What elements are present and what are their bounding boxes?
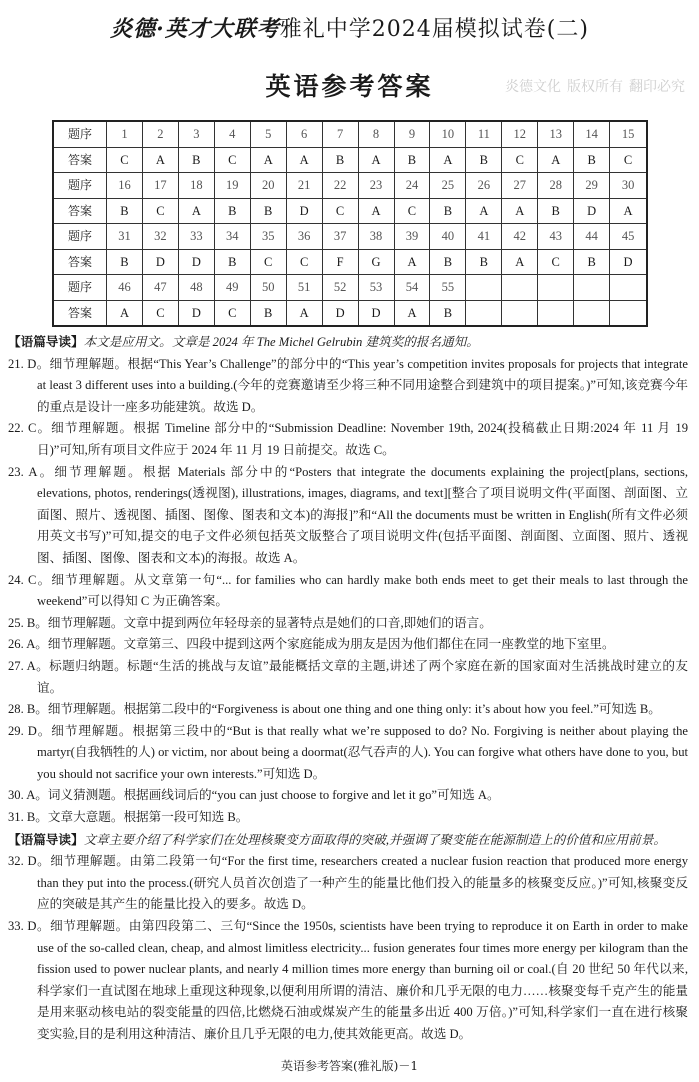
answer-cell: A	[286, 300, 322, 326]
question-number-cell: 9	[394, 121, 430, 147]
answer-explanation: 30. A。词义猜测题。根据画线词后的“you can just choose to forgive and let it go”可知选 A。	[8, 788, 500, 803]
answer-cell: C	[107, 147, 143, 173]
intro-tag: 【语篇导读】	[8, 334, 84, 349]
question-number-cell: 47	[142, 275, 178, 301]
answer-explanation: 21. D。细节理解题。根据“This Year’s Challenge”的部分中的“This year’s competition invites proposals for projects that integrate at least 3 different uses into a building.(今年的竞赛邀请至少将三种不同用途整合到建筑中的项目提案。)”可知,该竞赛今年的重点是设计一座多功能建筑。故选 D。	[8, 356, 688, 414]
question-number-cell: 50	[250, 275, 286, 301]
answer-cell: C	[142, 198, 178, 224]
question-number-row	[53, 173, 647, 199]
answer-table	[52, 120, 648, 327]
page-title: 英语参考答案	[265, 72, 434, 101]
answer-cell: A	[394, 300, 430, 326]
answer-cell: C	[322, 198, 358, 224]
question-number-cell: 15	[610, 121, 647, 147]
question-number-cell: 48	[178, 275, 214, 301]
intro-text: 本文是应用文。文章是 2024 年 The Michel Gelrubin 建筑奖的报名通知。	[83, 335, 479, 349]
question-number-cell: 11	[466, 121, 502, 147]
answer-cell: A	[538, 147, 574, 173]
question-number-cell: 38	[358, 224, 394, 250]
question-number-cell: 24	[394, 173, 430, 199]
answer-cell: D	[178, 249, 214, 275]
question-number-cell: 35	[250, 224, 286, 250]
answer-cell: A	[250, 147, 286, 173]
answer-cell: C	[142, 300, 178, 326]
question-number-cell: 12	[502, 121, 538, 147]
answer-cell: A	[610, 198, 647, 224]
question-number-cell: 55	[430, 275, 466, 301]
question-number-cell: 37	[322, 224, 358, 250]
watermark-line: 版权所有	[567, 79, 623, 95]
question-number-cell: 6	[286, 121, 322, 147]
answer-explanation: 26. A。细节理解题。文章第三、四段中提到这两个家庭能成为朋友是因为他们都住在同一座教堂的地下室里。	[8, 637, 615, 652]
question-number-row	[53, 121, 647, 147]
answer-cell: B	[574, 147, 610, 173]
answer-cell	[538, 300, 574, 326]
answer-row	[53, 249, 647, 275]
question-number-cell	[538, 275, 574, 301]
passage-intro	[8, 331, 688, 354]
passage-intro	[8, 829, 688, 852]
answer-cell: A	[394, 249, 430, 275]
question-number-cell: 49	[214, 275, 250, 301]
question-number-cell: 40	[430, 224, 466, 250]
answer-cell: C	[610, 147, 647, 173]
row-label: 题序	[53, 275, 107, 301]
question-number-cell: 28	[538, 173, 574, 199]
answer-explanation: 28. B。细节理解题。根据第二段中的“Forgiveness is about one thing and one thing only: it’s about how you feel.”可知选 B。	[8, 702, 661, 717]
row-label: 题序	[53, 224, 107, 250]
answer-explanation: 33. D。细节理解题。由第四段第二、三句“Since the 1950s, scientists have been trying to reproduce it on Earth in order to make use of the so-called clean, cheap, and almost limitless electricity... fusion generates four times more energy per kilogram than the fission used to power nuclear plants, and nearly 4 million times more energy than burning oil or coal.(自 20 世纪 50 年代以来,科学家们一直试图在地球上重现这种现象,以便利用所谓的清洁、廉价和几乎无限的电力……核聚变每千克产生的能量是用来驱动核电站的裂变能量的四倍,比燃烧石油或煤炭产生的能量多出近 400 万倍。)”可知,科学家们一直在进行核聚变实验,目的是利用这种清洁、廉价且几乎无限的电力,使其效能更高。故选 D。	[8, 919, 688, 1041]
question-number-cell: 5	[250, 121, 286, 147]
question-number-cell: 1	[107, 121, 143, 147]
answer-explanation: 32. D。细节理解题。由第二段第一句“For the first time, researchers created a nuclear fusion reaction that produced more energy than they put into the process.(研究人员首次创造了一种产生的能量比他们投入的能量多的核聚变反应。)”可知,核聚变反应的突破是其产生的能量比投入的要多。故选 D。	[8, 854, 688, 912]
question-number-cell: 33	[178, 224, 214, 250]
answer-cell: D	[286, 198, 322, 224]
question-number-cell: 20	[250, 173, 286, 199]
answer-cell: D	[610, 249, 647, 275]
row-label: 答案	[53, 198, 107, 224]
answer-cell	[466, 300, 502, 326]
question-number-cell: 2	[142, 121, 178, 147]
row-label: 答案	[53, 249, 107, 275]
question-number-cell	[574, 275, 610, 301]
intro-tag: 【语篇导读】	[8, 831, 84, 847]
exam-name: 雅礼中学2024届模拟试卷(二)	[279, 17, 589, 42]
answer-cell: D	[142, 249, 178, 275]
question-number-cell: 18	[178, 173, 214, 199]
answer-cell	[502, 300, 538, 326]
row-label: 题序	[53, 173, 107, 199]
answer-cell: A	[358, 198, 394, 224]
answer-cell: C	[538, 249, 574, 275]
question-number-cell: 21	[286, 173, 322, 199]
question-number-cell: 8	[358, 121, 394, 147]
question-number-cell: 46	[107, 275, 143, 301]
answer-cell: A	[358, 147, 394, 173]
question-number-cell: 29	[574, 173, 610, 199]
row-label: 题序	[53, 121, 107, 147]
answer-cell: C	[250, 249, 286, 275]
answer-cell	[574, 300, 610, 326]
answer-explanation: 25. B。细节理解题。文章中提到两位年轻母亲的显著特点是她们的口音,即她们的语言。	[8, 615, 492, 630]
answer-cell: D	[574, 198, 610, 224]
question-number-cell: 30	[610, 173, 647, 199]
answer-cell: D	[322, 300, 358, 326]
question-number-cell: 44	[574, 224, 610, 250]
question-number-cell	[610, 275, 647, 301]
question-number-cell: 51	[286, 275, 322, 301]
question-number-row	[53, 224, 647, 250]
answer-cell: A	[142, 147, 178, 173]
answer-cell: B	[538, 198, 574, 224]
answer-cell: B	[322, 147, 358, 173]
answer-cell: B	[466, 147, 502, 173]
explanations	[8, 331, 688, 1046]
content-flow	[0, 120, 699, 1082]
answer-cell: B	[250, 300, 286, 326]
answer-cell: B	[178, 147, 214, 173]
answer-cell: B	[430, 249, 466, 275]
answer-cell: C	[286, 249, 322, 275]
question-number-cell: 52	[322, 275, 358, 301]
answer-cell: B	[214, 249, 250, 275]
exam-header	[0, 14, 699, 45]
question-number-cell: 31	[107, 224, 143, 250]
page-footer: 英语参考答案(雅礼版)－1	[281, 1058, 418, 1073]
question-number-cell: 53	[358, 275, 394, 301]
question-number-cell: 14	[574, 121, 610, 147]
question-number-cell: 22	[322, 173, 358, 199]
question-number-row	[53, 275, 647, 301]
answer-row	[53, 300, 647, 326]
answer-cell: A	[107, 300, 143, 326]
question-number-cell: 4	[214, 121, 250, 147]
answer-cell	[610, 300, 647, 326]
answer-cell: F	[322, 249, 358, 275]
answer-explanation: 24. C。细节理解题。从文章第一句“... for families who can hardly make both ends meet to get their meals to last through the weekend”可以得知 C 为正确答案。	[8, 572, 688, 609]
question-number-cell: 16	[107, 173, 143, 199]
answer-row	[53, 147, 647, 173]
question-number-cell: 43	[538, 224, 574, 250]
question-number-cell: 36	[286, 224, 322, 250]
answer-cell: B	[107, 249, 143, 275]
answer-cell: A	[502, 198, 538, 224]
question-number-cell: 42	[502, 224, 538, 250]
answer-cell: B	[574, 249, 610, 275]
question-number-cell: 13	[538, 121, 574, 147]
answer-cell: B	[430, 300, 466, 326]
answer-cell: A	[178, 198, 214, 224]
answer-cell: A	[430, 147, 466, 173]
question-number-cell: 45	[610, 224, 647, 250]
question-number-cell: 26	[466, 173, 502, 199]
question-number-cell: 3	[178, 121, 214, 147]
answer-cell: A	[286, 147, 322, 173]
question-number-cell: 54	[394, 275, 430, 301]
intro-text: 文章主要介绍了科学家们在处理核聚变方面取得的突破,并强调了聚变能在能源制造上的价值和应用前景。	[83, 832, 667, 847]
answer-cell: A	[466, 198, 502, 224]
answer-cell: B	[430, 198, 466, 224]
answer-explanation: 22. C。细节理解题。根据 Timeline 部分中的“Submission Deadline: November 19th, 2024(投稿截止日期:2024 年 11 月 19 日)”可知,所有项目文件应于 2024 年 11 月 19 日前提交。故选 C。	[8, 421, 688, 457]
question-number-cell: 32	[142, 224, 178, 250]
question-number-cell	[502, 275, 538, 301]
question-number-cell: 39	[394, 224, 430, 250]
answer-cell: C	[502, 147, 538, 173]
question-number-cell	[466, 275, 502, 301]
answer-cell: D	[178, 300, 214, 326]
question-number-cell: 27	[502, 173, 538, 199]
answer-cell: B	[214, 198, 250, 224]
answer-cell: A	[502, 249, 538, 275]
answer-cell: B	[107, 198, 143, 224]
answer-cell: B	[394, 147, 430, 173]
answer-cell: B	[250, 198, 286, 224]
question-number-cell: 34	[214, 224, 250, 250]
answer-explanation: 23. A。细节理解题。根据 Materials 部分中的“Posters that integrate the documents explaining the project[plans, sections, elevations, photos, renderings(透视图), illustrations, images, diagrams, and text][整合了项目说明文件(平面图、剖面图、立面图、照片、透视图、插图、图像、图表和文本)的海报]”和“All the documents must be written in English(所有文件必须用英文书写)”可知,提交的电子文件必须包括英文版整合了项目说明文件(包括平面图、剖面图、立面图、照片、透视图、插图、图像、图表和文本)的海报。故选 A。	[8, 464, 688, 565]
question-number-cell: 19	[214, 173, 250, 199]
answer-row	[53, 198, 647, 224]
answer-cell: C	[214, 147, 250, 173]
answer-cell: C	[214, 300, 250, 326]
brand-logo-text: 炎德·英才大联考	[110, 16, 280, 42]
question-number-cell: 41	[466, 224, 502, 250]
watermark-line: 翻印必究	[629, 79, 685, 95]
question-number-cell: 25	[430, 173, 466, 199]
answer-explanation: 29. D。细节理解题。根据第三段中的“But is that really what we’re supposed to do? No. Forgiving is neither about playing the martyr(自我牺牲的人) or victim, nor about being a doormat(忍气吞声的人). You can forgive what others have done to you, but you should not sacrifice your own interests.”可知选 D。	[8, 723, 688, 781]
question-number-cell: 10	[430, 121, 466, 147]
answer-explanation: 31. B。文章大意题。根据第一段可知选 B。	[8, 810, 249, 825]
answer-cell: G	[358, 249, 394, 275]
answer-cell: B	[466, 249, 502, 275]
row-label: 答案	[53, 300, 107, 326]
question-number-cell: 23	[358, 173, 394, 199]
question-number-cell: 17	[142, 173, 178, 199]
answer-cell: D	[358, 300, 394, 326]
row-label: 答案	[53, 147, 107, 173]
watermark-line: 炎德文化	[505, 79, 561, 95]
answer-cell: C	[394, 198, 430, 224]
answer-explanation: 27. A。标题归纳题。标题“生活的挑战与友谊”最能概括文章的主题,讲述了两个家庭在新的国家面对生活挑战时建立的友谊。	[8, 658, 688, 695]
question-number-cell: 7	[322, 121, 358, 147]
